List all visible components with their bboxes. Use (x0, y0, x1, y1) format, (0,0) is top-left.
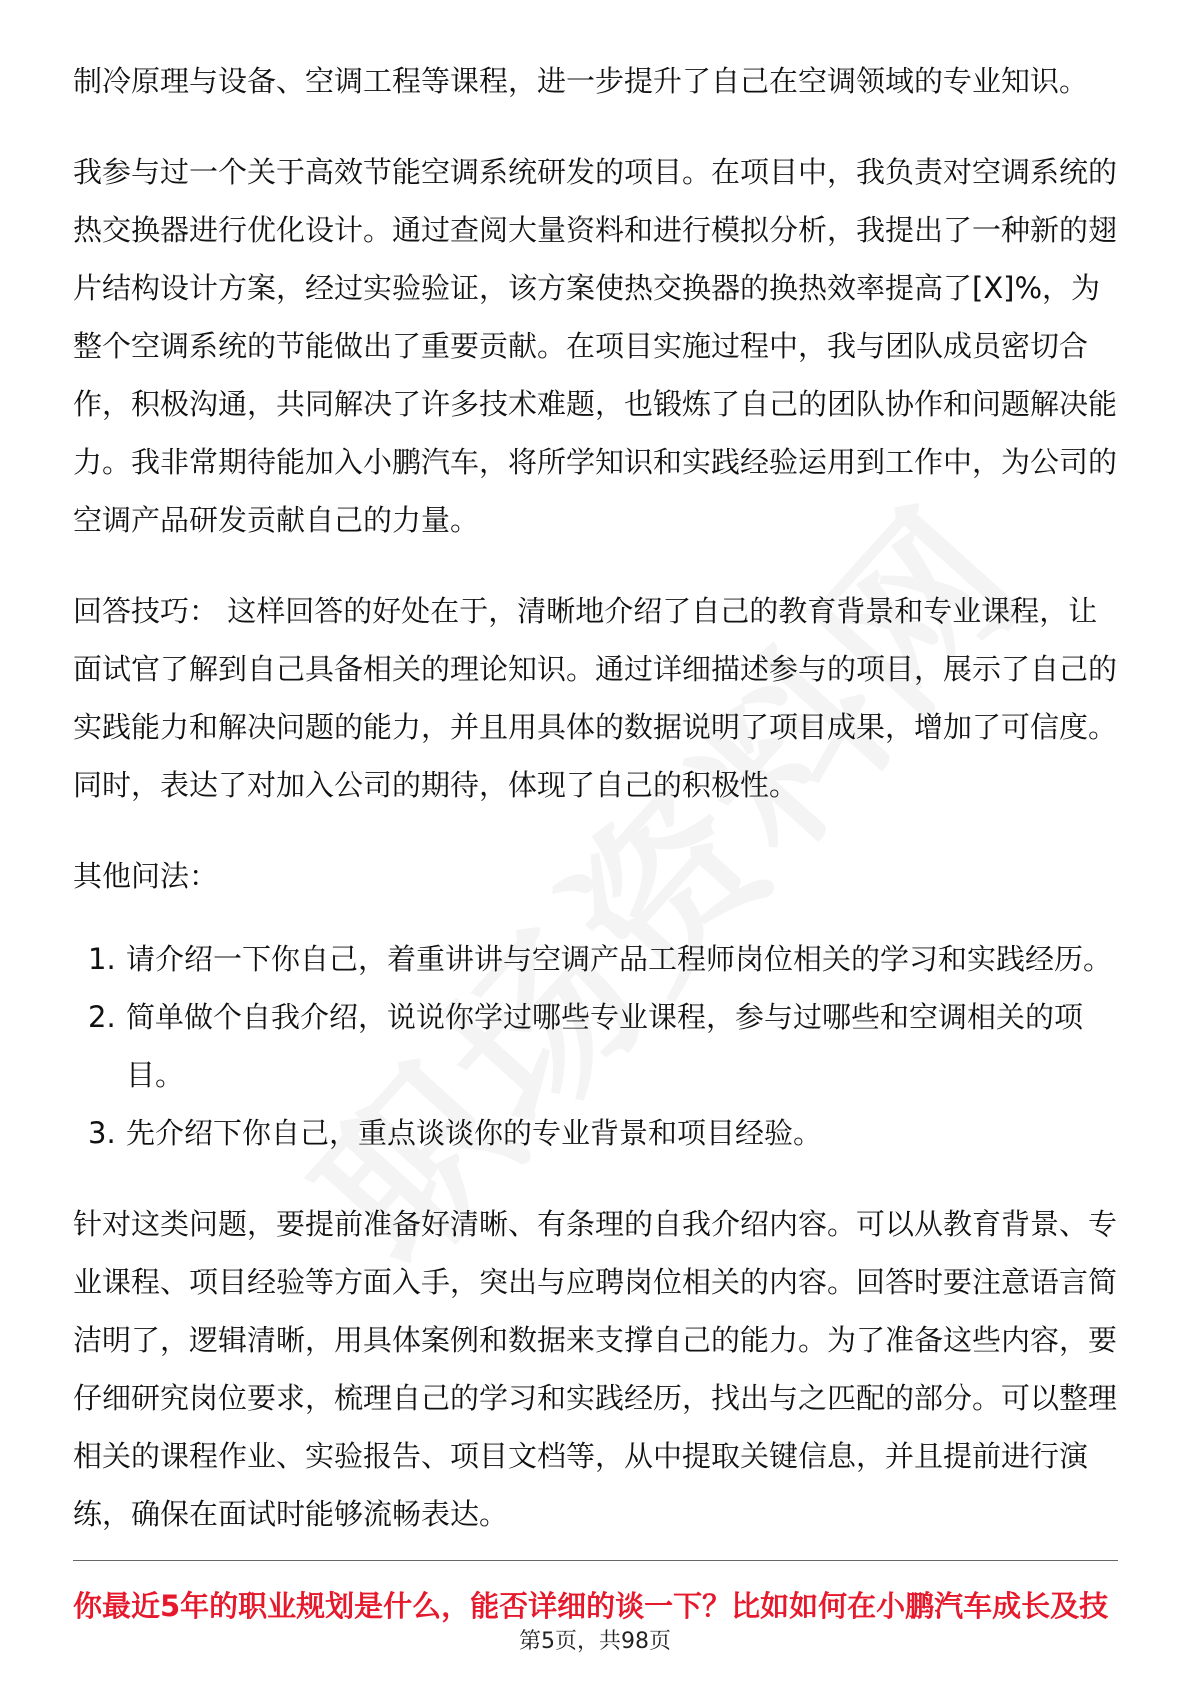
paragraph-course-continuation: 制冷原理与设备、空调工程等课程，进一步提升了自己在空调领域的专业知识。 (73, 64, 1089, 98)
list-item (73, 988, 1118, 1104)
list-item-text: 简单做个自我介绍，说说你学过哪些专业课程，参与过哪些和空调相关的项目。 (126, 1000, 1084, 1092)
paragraph-preparation-advice: 针对这类问题，要提前准备好清晰、有条理的自我介绍内容。可以从教育背景、专业课程、项目经验等方面入手，突出与应聘岗位相关的内容。回答时要注意语言简洁明了，逻辑清晰，用具体案例和数据来支撑自己的能力。为了准备这些内容，要仔细研究岗位要求，梳理自己的学习和实践经历，找出与之匹配的部分。可以整理相关的课程作业、实验报告、项目文档等，从中提取关键信息，并且提前进行演练，确保在面试时能够流畅表达。 (73, 1207, 1118, 1531)
list-item-number: 3. (88, 1116, 116, 1150)
other-questions-list (73, 930, 1118, 1162)
list-item-text: 先介绍下你自己，重点谈谈你的专业背景和项目经验。 (126, 1116, 823, 1150)
next-question-heading: 你最近5年的职业规划是什么，能否详细的谈一下？比如如何在小鹏汽车成长及技 (73, 1589, 1109, 1623)
list-item-text: 请介绍一下你自己，着重讲讲与空调产品工程师岗位相关的学习和实践经历。 (126, 942, 1113, 976)
list-item (73, 1104, 1118, 1162)
list-item-number: 2. (88, 1000, 116, 1034)
section-divider (73, 1560, 1118, 1561)
main-content (73, 52, 1118, 1543)
paragraph-answer-tips: 回答技巧： 这样回答的好处在于，清晰地介绍了自己的教育背景和专业课程，让面试官了解到自己具备相关的理论知识。通过详细描述参与的项目，展示了自己的实践能力和解决问题的能力，并且用具体的数据说明了项目成果，增加了可信度。同时，表达了对加入公司的期待，体现了自己的积极性。 (73, 594, 1118, 802)
other-questions-label: 其他问法： (73, 859, 219, 893)
paragraph-project-experience: 我参与过一个关于高效节能空调系统研发的项目。在项目中，我负责对空调系统的热交换器进行优化设计。通过查阅大量资料和进行模拟分析，我提出了一种新的翅片结构设计方案，经过实验验证，该方案使热交换器的换热效率提高了[X]%，为整个空调系统的节能做出了重要贡献。在项目实施过程中，我与团队成员密切合作，积极沟通，共同解决了许多技术难题，也锻炼了自己的团队协作和问题解决能力。我非常期待能加入小鹏汽车，将所学知识和实践经验运用到工作中，为公司的空调产品研发贡献自己的力量。 (73, 155, 1118, 537)
list-item (73, 930, 1118, 988)
list-item-number: 1. (88, 942, 116, 976)
page-number-footer: 第5页，共98页 (519, 1629, 671, 1654)
